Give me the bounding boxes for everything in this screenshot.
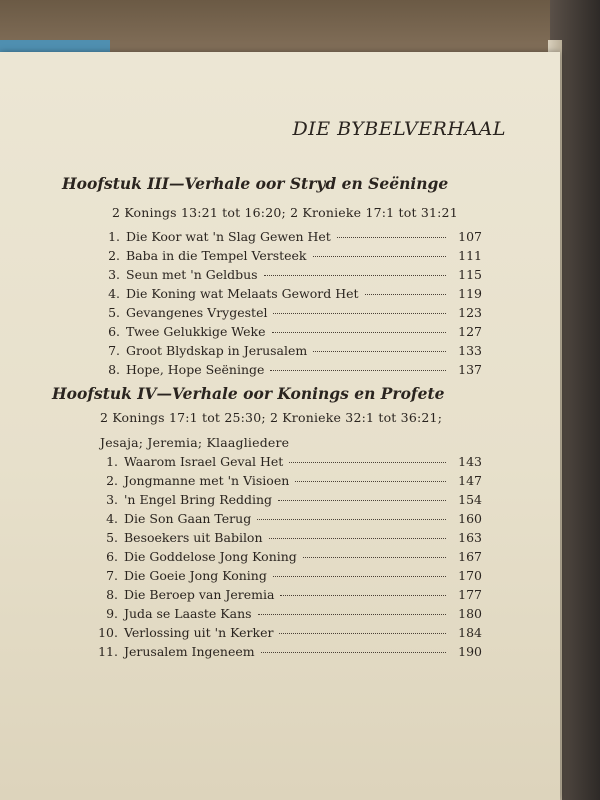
entry-title: Verlossing uit 'n Kerker bbox=[124, 625, 274, 640]
toc-entry bbox=[94, 473, 482, 488]
entry-number: 5. bbox=[106, 530, 118, 545]
toc-entry bbox=[94, 549, 482, 564]
entry-title: Die Koning wat Melaats Geword Het bbox=[126, 286, 359, 301]
toc-entry bbox=[100, 305, 482, 320]
leader-dots bbox=[273, 576, 446, 577]
toc-entry bbox=[94, 625, 482, 640]
entry-number: 5. bbox=[108, 305, 120, 320]
entry-number: 4. bbox=[108, 286, 120, 301]
entry-page: 133 bbox=[458, 343, 482, 358]
entry-page: 190 bbox=[458, 644, 482, 659]
leader-dots bbox=[258, 614, 446, 615]
leader-dots bbox=[289, 462, 446, 463]
leader-dots bbox=[269, 538, 446, 539]
entry-page: 107 bbox=[458, 229, 482, 244]
toc-entry bbox=[94, 454, 482, 469]
leader-dots bbox=[313, 351, 446, 352]
book-page bbox=[0, 52, 560, 800]
toc-entry bbox=[100, 324, 482, 339]
toc-entry bbox=[100, 229, 482, 244]
leader-dots bbox=[303, 557, 446, 558]
toc-entry bbox=[100, 248, 482, 263]
entry-title: Die Beroep van Jeremia bbox=[124, 587, 275, 602]
entry-number: 8. bbox=[106, 587, 118, 602]
entry-title: Die Koor wat 'n Slag Gewen Het bbox=[126, 229, 331, 244]
entry-number: 6. bbox=[108, 324, 120, 339]
entry-number: 6. bbox=[106, 549, 118, 564]
toc-entry bbox=[100, 267, 482, 282]
toc-entry bbox=[100, 362, 482, 377]
entry-title: 'n Engel Bring Redding bbox=[124, 492, 273, 507]
chapter-reference: 2 Konings 13:21 tot 16:20; 2 Kronieke 17:1 tot 31:21 bbox=[112, 205, 458, 220]
entry-number: 11. bbox=[98, 644, 118, 659]
entry-number: 7. bbox=[108, 343, 120, 358]
entry-page: 137 bbox=[458, 362, 482, 377]
entry-title: Jerusalem Ingeneem bbox=[124, 644, 255, 659]
entry-page: 123 bbox=[458, 305, 482, 320]
leader-dots bbox=[264, 275, 446, 276]
leader-dots bbox=[257, 519, 446, 520]
entry-page: 111 bbox=[458, 248, 482, 263]
toc-entry bbox=[94, 644, 482, 659]
chapter-title: Hoofstuk IV—Verhale oor Konings en Profete bbox=[52, 384, 445, 403]
toc-entry bbox=[94, 587, 482, 602]
chapter-title: Hoofstuk III—Verhale oor Stryd en Seëninge bbox=[62, 174, 449, 193]
entry-title: Hope, Hope Seëninge bbox=[126, 362, 265, 377]
toc-entry bbox=[94, 530, 482, 545]
entry-number: 2. bbox=[106, 473, 118, 488]
entry-number: 2. bbox=[108, 248, 120, 263]
toc-entry bbox=[94, 511, 482, 526]
entry-title: Die Goeie Jong Koning bbox=[124, 568, 267, 583]
toc-entry bbox=[94, 568, 482, 583]
entry-page: 163 bbox=[458, 530, 482, 545]
entry-title: Jongmanne met 'n Visioen bbox=[124, 473, 290, 488]
leader-dots bbox=[278, 500, 446, 501]
entry-page: 147 bbox=[458, 473, 482, 488]
leader-dots bbox=[280, 595, 446, 596]
entry-number: 8. bbox=[108, 362, 120, 377]
entry-page: 184 bbox=[458, 625, 482, 640]
entry-page: 115 bbox=[458, 267, 482, 282]
entry-title: Gevangenes Vrygestel bbox=[126, 305, 268, 320]
entry-page: 143 bbox=[458, 454, 482, 469]
entry-number: 9. bbox=[106, 606, 118, 621]
entry-number: 1. bbox=[106, 454, 118, 469]
leader-dots bbox=[279, 633, 446, 634]
entry-page: 170 bbox=[458, 568, 482, 583]
leader-dots bbox=[365, 294, 446, 295]
leader-dots bbox=[295, 481, 446, 482]
leader-dots bbox=[337, 237, 446, 238]
entry-number: 3. bbox=[106, 492, 118, 507]
entry-page: 160 bbox=[458, 511, 482, 526]
chapter-reference: 2 Konings 17:1 tot 25:30; 2 Kronieke 32:1 tot 36:21; bbox=[100, 410, 443, 425]
entry-number: 4. bbox=[106, 511, 118, 526]
leader-dots bbox=[261, 652, 446, 653]
entry-title: Besoekers uit Babilon bbox=[124, 530, 263, 545]
entry-page: 177 bbox=[458, 587, 482, 602]
toc-entry bbox=[100, 343, 482, 358]
entry-title: Waarom Israel Geval Het bbox=[124, 454, 284, 469]
entry-title: Die Son Gaan Terug bbox=[124, 511, 252, 526]
leader-dots bbox=[273, 313, 446, 314]
entry-number: 1. bbox=[108, 229, 120, 244]
entry-page: 180 bbox=[458, 606, 482, 621]
leader-dots bbox=[272, 332, 446, 333]
entry-title: Baba in die Tempel Versteek bbox=[126, 248, 307, 263]
entry-number: 7. bbox=[106, 568, 118, 583]
leader-dots bbox=[313, 256, 446, 257]
entry-title: Groot Blydskap in Jerusalem bbox=[126, 343, 308, 358]
entry-title: Juda se Laaste Kans bbox=[124, 606, 252, 621]
chapter-reference: Jesaja; Jeremia; Klaagliedere bbox=[100, 435, 290, 450]
toc-entry bbox=[94, 492, 482, 507]
entry-number: 3. bbox=[108, 267, 120, 282]
entry-page: 167 bbox=[458, 549, 482, 564]
entry-page: 119 bbox=[458, 286, 482, 301]
entry-title: Die Goddelose Jong Koning bbox=[124, 549, 297, 564]
entry-page: 154 bbox=[458, 492, 482, 507]
entry-title: Seun met 'n Geldbus bbox=[126, 267, 258, 282]
entry-number: 10. bbox=[98, 625, 118, 640]
entry-page: 127 bbox=[458, 324, 482, 339]
leader-dots bbox=[270, 370, 446, 371]
toc-entry bbox=[94, 606, 482, 621]
running-head: DIE BYBELVERHAAL bbox=[292, 118, 506, 140]
toc-entry bbox=[100, 286, 482, 301]
entry-title: Twee Gelukkige Weke bbox=[126, 324, 266, 339]
